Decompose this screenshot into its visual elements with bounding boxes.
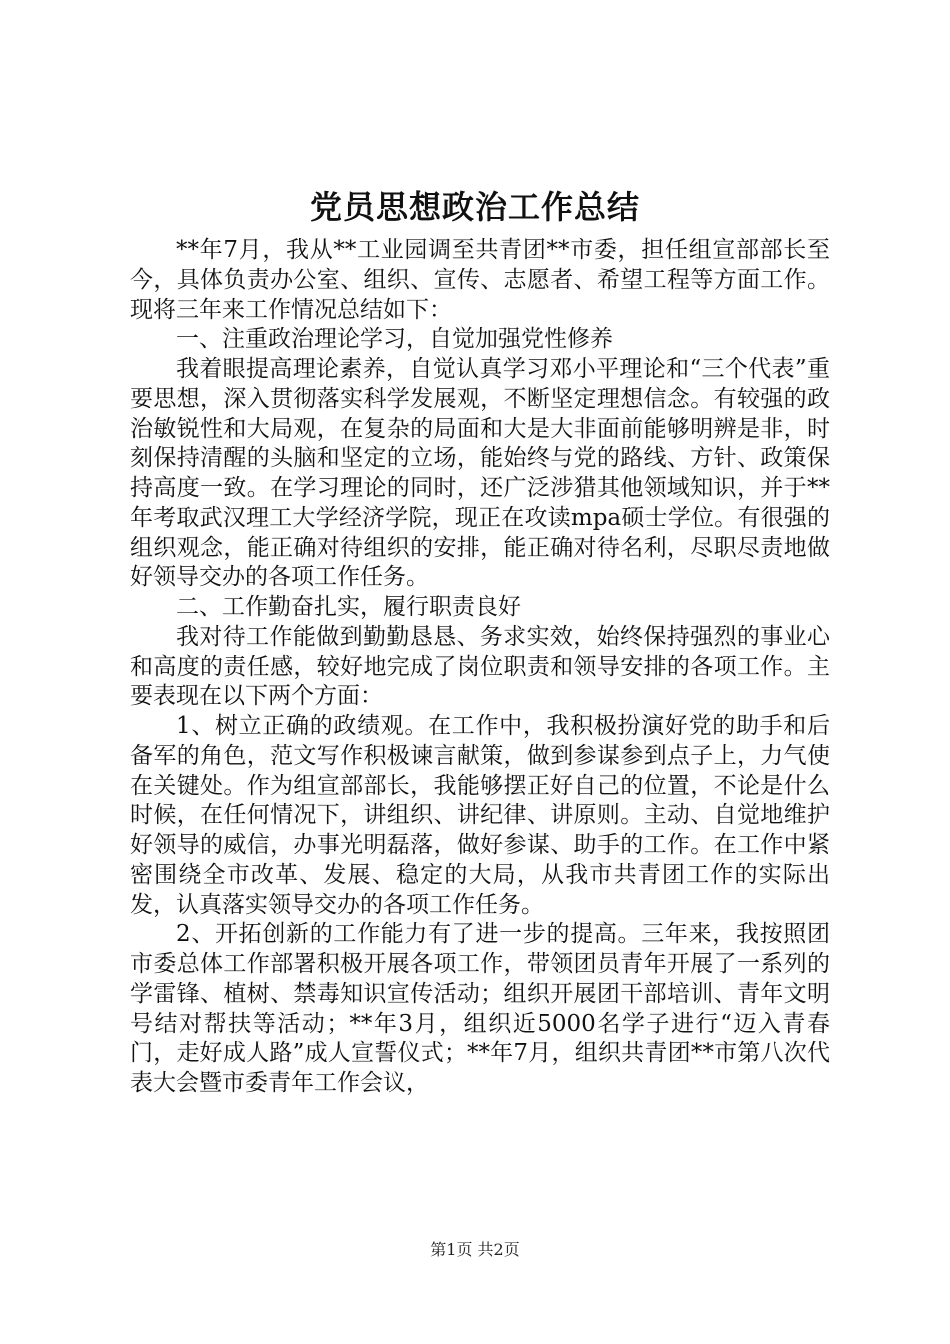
paragraph-intro: **年7月，我从**工业园调至共青团**市委，担任组宣部部长至今，具体负责办公室、组织、宣传、志愿者、希望工程等方面工作。现将三年来工作情况总结如下： <box>130 237 830 323</box>
paragraph-theory-study: 我着眼提高理论素养，自觉认真学习邓小平理论和“三个代表”重要思想，深入贯彻落实科学发展观，不断坚定理想信念。有较强的政治敏锐性和大局观，在复杂的局面和大是大非面前能够明辨是非，时刻保持清醒的头脑和坚定的立场，能始终与党的路线、方针、政策保持高度一致。在学习理论的同时，还广泛涉猎其他领域知识，并于**年考取武汉理工大学经济学院，现正在攻读mpa硕士学位。有很强的组织观念，能正确对待组织的安排，能正确对待名利，尽职尽责地做好领导交办的各项工作任务。 <box>130 356 830 591</box>
page-number-footer: 第1页 共2页 <box>430 1240 520 1259</box>
section-heading-1: 一、注重政治理论学习，自觉加强党性修养 <box>176 326 613 353</box>
paragraph-point-1: 1、树立正确的政绩观。在工作中，我积极扮演好党的助手和后备军的角色，范文写作积极谏言献策，做到参谋参到点子上，力气使在关键处。作为组宣部部长，我能够摆正好自己的位置，不论是什么时候，在任何情况下，讲组织、讲纪律、讲原则。主动、自觉地维护好领导的威信，办事光明磊落，做好参谋、助手的工作。在工作中紧密围绕全市改革、发展、稳定的大局，从我市共青团工作的实际出发，认真落实领导交办的各项工作任务。 <box>130 713 830 918</box>
document-body <box>130 236 830 1099</box>
document-title: 党员思想政治工作总结 <box>309 188 640 226</box>
paragraph-work-attitude: 我对待工作能做到勤勤恳恳、务求实效，始终保持强烈的事业心和高度的责任感，较好地完成了岗位职责和领导安排的各项工作。主要表现在以下两个方面： <box>130 623 830 710</box>
paragraph-point-2: 2、开拓创新的工作能力有了进一步的提高。三年来，我按照团市委总体工作部署积极开展各项工作，带领团员青年开展了一系列的学雷锋、植树、禁毒知识宣传活动；组织开展团干部培训、青年文明号结对帮扶等活动；**年3月，组织近5000名学子进行“迈入青春门，走好成人路”成人宣誓仪式；**年7月，组织共青团**市第八次代表大会暨市委青年工作会议， <box>130 921 830 1096</box>
section-heading-2: 二、工作勤奋扎实，履行职责良好 <box>176 594 521 620</box>
